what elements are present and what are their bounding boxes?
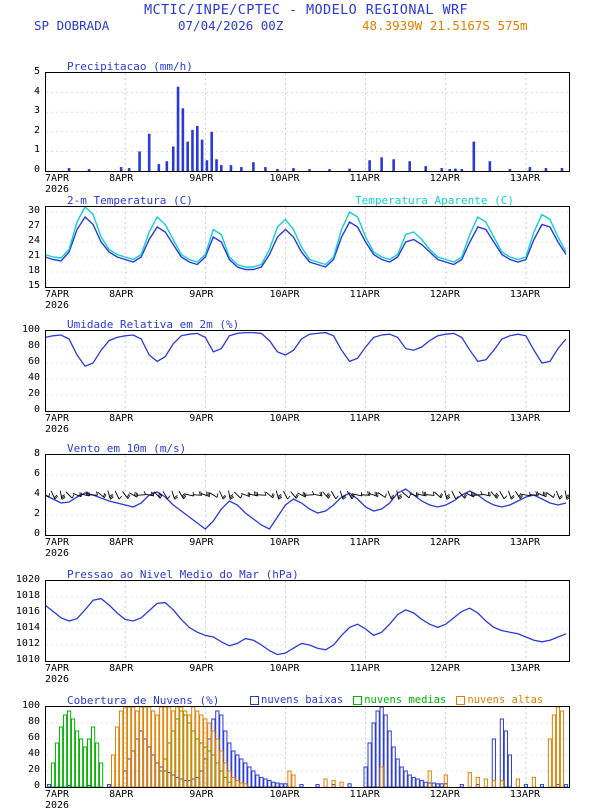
y-tick-pressure: 1020: [0, 574, 40, 585]
coordinates: 48.3939W 21.5167S 575m: [362, 18, 528, 33]
y-tick-temperature: 27: [0, 220, 40, 231]
x-axis-year: 2026: [45, 300, 69, 311]
y-tick-humidity: 0: [0, 404, 40, 415]
y-tick-temperature: 15: [0, 280, 40, 291]
x-tick-9APR: 9APR: [189, 663, 213, 674]
x-axis-year: 2026: [45, 184, 69, 195]
x-tick-10APR: 10APR: [269, 289, 299, 300]
plot-svg-pressure: [46, 581, 569, 661]
x-tick-11APR: 11APR: [350, 789, 380, 800]
x-tick-11APR: 11APR: [350, 173, 380, 184]
x-tick-12APR: 12APR: [430, 413, 460, 424]
x-tick-7APR: 7APR: [45, 289, 69, 300]
y-tick-clouds: 0: [0, 780, 40, 791]
y-tick-precipitation: 5: [0, 66, 40, 77]
x-tick-13APR: 13APR: [510, 289, 540, 300]
x-tick-9APR: 9APR: [189, 413, 213, 424]
x-tick-8APR: 8APR: [109, 173, 133, 184]
x-tick-13APR: 13APR: [510, 537, 540, 548]
subheader: [0, 18, 612, 34]
y-tick-humidity: 20: [0, 388, 40, 399]
x-tick-11APR: 11APR: [350, 289, 380, 300]
x-tick-8APR: 8APR: [109, 789, 133, 800]
legend-item-nuvens-altas: nuvens altas: [456, 694, 543, 706]
y-tick-temperature: 24: [0, 235, 40, 246]
x-tick-12APR: 12APR: [430, 289, 460, 300]
x-tick-9APR: 9APR: [189, 537, 213, 548]
x-tick-13APR: 13APR: [510, 173, 540, 184]
x-tick-9APR: 9APR: [189, 173, 213, 184]
y-tick-humidity: 80: [0, 340, 40, 351]
x-axis-year: 2026: [45, 548, 69, 559]
y-tick-clouds: 60: [0, 732, 40, 743]
y-tick-temperature: 21: [0, 250, 40, 261]
plot-area-humidity: [45, 330, 570, 412]
x-axis-year: 2026: [45, 800, 69, 811]
x-tick-13APR: 13APR: [510, 663, 540, 674]
y-tick-precipitation: 3: [0, 105, 40, 116]
y-tick-humidity: 60: [0, 356, 40, 367]
y-tick-pressure: 1014: [0, 622, 40, 633]
x-tick-10APR: 10APR: [269, 413, 299, 424]
x-tick-8APR: 8APR: [109, 413, 133, 424]
x-tick-8APR: 8APR: [109, 289, 133, 300]
plot-svg-humidity: [46, 331, 569, 411]
x-tick-8APR: 8APR: [109, 537, 133, 548]
page-title: MCTIC/INPE/CPTEC - MODELO REGIONAL WRF: [0, 2, 612, 18]
panel-title-temperature: 2-m Temperatura (C): [67, 194, 193, 207]
x-tick-12APR: 12APR: [430, 789, 460, 800]
y-tick-temperature: 18: [0, 265, 40, 276]
y-tick-temperature: 30: [0, 205, 40, 216]
y-tick-clouds: 40: [0, 748, 40, 759]
y-tick-pressure: 1012: [0, 638, 40, 649]
y-tick-wind: 2: [0, 508, 40, 519]
panel-title-clouds: Cobertura de Nuvens (%): [67, 694, 219, 707]
y-tick-wind: 4: [0, 488, 40, 499]
x-tick-9APR: 9APR: [189, 289, 213, 300]
x-tick-13APR: 13APR: [510, 789, 540, 800]
x-tick-9APR: 9APR: [189, 789, 213, 800]
plot-area-pressure: [45, 580, 570, 662]
x-tick-11APR: 11APR: [350, 663, 380, 674]
plot-area-clouds: [45, 706, 570, 788]
y-tick-humidity: 100: [0, 324, 40, 335]
panel-title-precipitation: Precipitacao (mm/h): [67, 60, 193, 73]
plot-area-wind: [45, 454, 570, 536]
y-tick-precipitation: 1: [0, 144, 40, 155]
y-tick-clouds: 80: [0, 716, 40, 727]
plot-area-precipitation: [45, 72, 570, 172]
x-tick-12APR: 12APR: [430, 537, 460, 548]
x-tick-10APR: 10APR: [269, 537, 299, 548]
x-tick-7APR: 7APR: [45, 789, 69, 800]
panel-title-humidity: Umidade Relativa em 2m (%): [67, 318, 239, 331]
plot-svg-precipitation: [46, 73, 569, 171]
y-tick-clouds: 100: [0, 700, 40, 711]
station-name: SP DOBRADA: [34, 18, 109, 33]
panel-title-wind: Vento em 10m (m/s): [67, 442, 186, 455]
x-tick-8APR: 8APR: [109, 663, 133, 674]
y-tick-wind: 0: [0, 528, 40, 539]
x-tick-10APR: 10APR: [269, 663, 299, 674]
y-tick-wind: 6: [0, 468, 40, 479]
x-tick-12APR: 12APR: [430, 173, 460, 184]
y-tick-wind: 8: [0, 448, 40, 459]
plot-svg-clouds: [46, 707, 569, 787]
y-tick-precipitation: 0: [0, 164, 40, 175]
x-tick-7APR: 7APR: [45, 663, 69, 674]
x-tick-7APR: 7APR: [45, 537, 69, 548]
x-tick-7APR: 7APR: [45, 413, 69, 424]
x-tick-13APR: 13APR: [510, 413, 540, 424]
y-tick-precipitation: 2: [0, 125, 40, 136]
y-tick-pressure: 1016: [0, 606, 40, 617]
x-tick-11APR: 11APR: [350, 413, 380, 424]
x-axis-year: 2026: [45, 424, 69, 435]
x-axis-year: 2026: [45, 674, 69, 685]
plot-svg-wind: [46, 455, 569, 535]
y-tick-humidity: 40: [0, 372, 40, 383]
panel-title-apparent-temp: Temperatura Aparente (C): [355, 194, 514, 207]
x-tick-7APR: 7APR: [45, 173, 69, 184]
x-tick-12APR: 12APR: [430, 663, 460, 674]
y-tick-pressure: 1018: [0, 590, 40, 601]
y-tick-clouds: 20: [0, 764, 40, 775]
plot-area-temperature: [45, 206, 570, 288]
y-tick-precipitation: 4: [0, 86, 40, 97]
legend-item-nuvens-baixas: nuvens baixas: [250, 694, 343, 706]
plot-svg-temperature: [46, 207, 569, 287]
y-tick-pressure: 1010: [0, 654, 40, 665]
run-date: 07/04/2026 00Z: [178, 18, 283, 33]
x-tick-10APR: 10APR: [269, 173, 299, 184]
panel-title-pressure: Pressao ao Nivel Medio do Mar (hPa): [67, 568, 299, 581]
x-tick-10APR: 10APR: [269, 789, 299, 800]
legend-item-nuvens-medias: nuvens medias: [353, 694, 446, 706]
x-tick-11APR: 11APR: [350, 537, 380, 548]
